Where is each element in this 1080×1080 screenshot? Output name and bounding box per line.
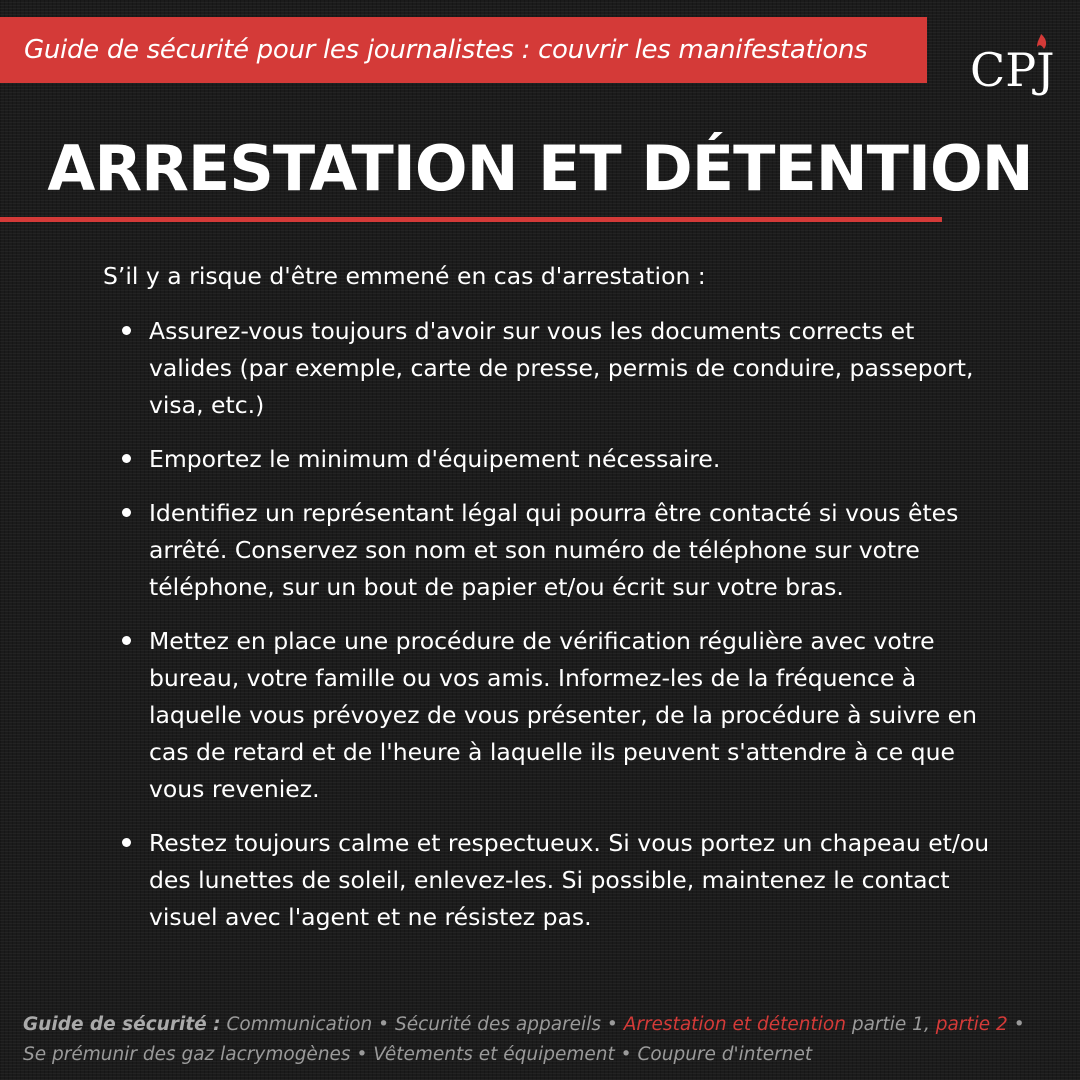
- intro-text: S’il y a risque d'être emmené en cas d'arrestation :: [103, 262, 706, 290]
- bullet-icon: [122, 326, 131, 335]
- list-item-text: Restez toujours calme et respectueux. Si vous portez un chapeau et/ou des lunettes de soleil, enlevez-les. Si possible, maintenez le contact visuel avec l'agent et ne résistez pas.: [149, 829, 990, 931]
- bullet-icon: [122, 454, 131, 463]
- list-item: [103, 623, 1003, 808]
- banner-title: Guide de sécurité pour les journalistes : couvrir les manifestations: [24, 35, 868, 65]
- header-banner: [0, 17, 927, 83]
- footer-link-teargas[interactable]: Se prémunir des gaz lacrymogènes: [23, 1044, 351, 1065]
- list-item: [103, 441, 1003, 478]
- list-item-text: Assurez-vous toujours d'avoir sur vous les documents corrects et valides (par exemple, carte de presse, permis de conduire, passeport, visa, etc.): [149, 317, 974, 419]
- list-item: [103, 313, 1003, 424]
- list-item-text: Identifiez un représentant légal qui pourra être contacté si vous êtes arrêté. Conservez son nom et son numéro de téléphone sur votre téléphone, sur un bout de papier et/ou écrit sur votre bras.: [149, 499, 959, 601]
- footer-link-communication[interactable]: Communication: [226, 1014, 373, 1035]
- advice-list: [103, 313, 1003, 936]
- footer-label: Guide de sécurité :: [23, 1014, 221, 1035]
- footer-link-part2[interactable]: partie 2: [935, 1014, 1008, 1035]
- logo-text: CPJ: [970, 43, 1055, 97]
- footer-line-2: [23, 1038, 1073, 1072]
- footer-separator: •: [606, 1014, 618, 1035]
- list-item: [103, 495, 1003, 606]
- list-item-text: Emportez le minimum d'équipement nécessaire.: [149, 445, 721, 473]
- title-divider: [0, 217, 942, 222]
- main-content: [103, 258, 1003, 953]
- bullet-icon: [122, 508, 131, 517]
- cpj-logo: [968, 30, 1058, 112]
- list-item-text: Mettez en place une procédure de vérification régulière avec votre bureau, votre famille ou vos amis. Informez-les de la fréquence à laquelle vous prévoyez de vous présenter, de la procédure à suivre en cas de retard et de l'heure à laquelle ils peuvent s'attendre à ce que vous reveniez.: [149, 627, 977, 803]
- footer-nav: [23, 1008, 1073, 1072]
- footer-link-arrest[interactable]: Arrestation et détention: [623, 1014, 846, 1035]
- list-item: [103, 825, 1003, 936]
- footer-separator: •: [620, 1044, 632, 1065]
- bullet-icon: [122, 838, 131, 847]
- footer-line-1: [23, 1008, 1073, 1042]
- page-title: ARRESTATION ET DÉTENTION: [47, 132, 1033, 205]
- footer-link-devices[interactable]: Sécurité des appareils: [394, 1014, 601, 1035]
- footer-separator: •: [378, 1014, 390, 1035]
- footer-separator: •: [1013, 1014, 1025, 1035]
- footer-link-clothing[interactable]: Vêtements et équipement: [373, 1044, 615, 1065]
- footer-separator: •: [356, 1044, 368, 1065]
- bullet-icon: [122, 636, 131, 645]
- footer-link-internet[interactable]: Coupure d'internet: [637, 1044, 813, 1065]
- footer-link-part1[interactable]: partie 1,: [851, 1014, 930, 1035]
